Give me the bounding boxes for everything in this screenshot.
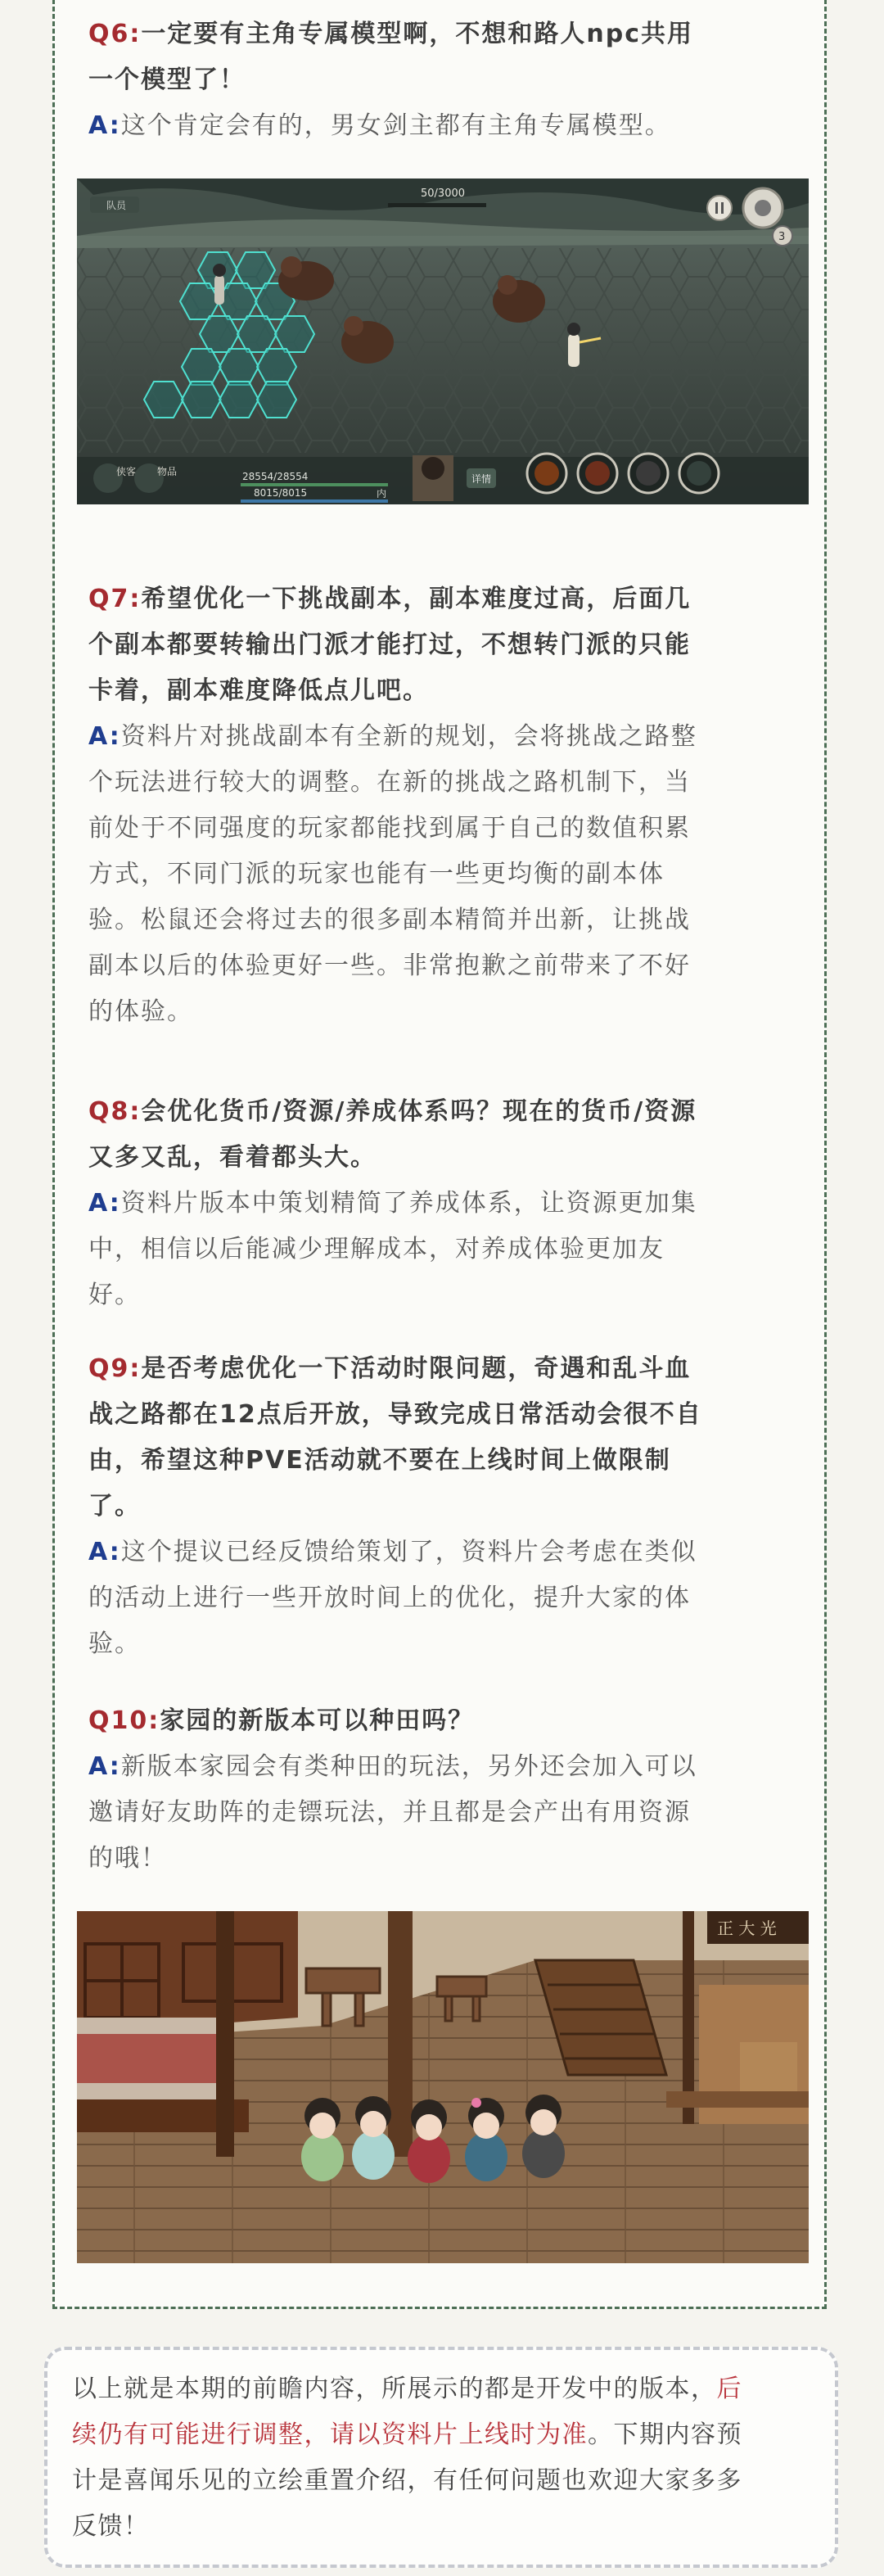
answer-text: 资料片版本中策划精简了养成体系，让资源更加集 (120, 1189, 697, 1218)
plaque-text: 正 大 光 (717, 1918, 777, 1938)
question-label: Q10: (88, 1706, 160, 1735)
qa-block-q8 (88, 1089, 788, 1318)
note-highlight: 续仍有可能进行调整，请以资料片上线时为准 (72, 2420, 588, 2449)
top-hp-text: 50/3000 (421, 188, 466, 200)
battle-screenshot (77, 179, 809, 504)
answer-label: A: (88, 1752, 121, 1781)
question-text: 一定要有主角专属模型啊，不想和路人npc共用 (141, 20, 693, 48)
question-label: Q8: (88, 1097, 142, 1126)
note-text: 反馈！ (72, 2512, 150, 2541)
qa-block-q10 (88, 1698, 788, 1882)
team-label: 队员 (106, 200, 127, 211)
turn-badge-number: 3 (778, 231, 786, 243)
answer-text: 方式，不同门派的玩家也能有一些更均衡的副本体 (88, 860, 665, 888)
question-text: 卡着，副本难度降低点儿吧。 (88, 676, 429, 705)
question-text: 又多又乱，看着都头大。 (88, 1143, 377, 1172)
answer (88, 1744, 788, 1882)
note-text: 计是喜闻乐见的立绘重置介绍，有任何问题也欢迎大家多多 (72, 2466, 742, 2495)
answer-text: 中，相信以后能减少理解成本，对养成体验更加友 (88, 1235, 665, 1263)
question-text: 家园的新版本可以种田吗？ (160, 1706, 475, 1735)
question-label: Q7: (88, 585, 142, 613)
qa-block-q6 (88, 11, 788, 149)
items-button-label: 物品 (157, 466, 178, 477)
answer-label: A: (88, 111, 121, 140)
answer-text: 的哦！ (88, 1844, 167, 1873)
answer-label: A: (88, 1538, 121, 1566)
question-text: 会优化货币/资源/养成体系吗？现在的货币/资源 (141, 1097, 697, 1126)
answer (88, 1181, 788, 1318)
question-label: Q9: (88, 1354, 142, 1383)
answer-label: A: (88, 1189, 121, 1218)
question-text: 个副本都要转输出门派才能打过，不想转门派的只能 (88, 630, 691, 659)
qa-block-q7 (88, 576, 788, 1035)
answer (88, 714, 788, 1035)
answer-text: 资料片对挑战副本有全新的规划，会将挑战之路整 (120, 722, 697, 751)
answer-text: 前处于不同强度的玩家都能找到属于自己的数值积累 (88, 814, 691, 843)
answer-text: 这个提议已经反馈给策划了，资料片会考虑在类似 (120, 1538, 697, 1566)
answer-text: 好。 (88, 1281, 141, 1309)
mp-tag: 内 (377, 488, 387, 499)
note-text: 。下期内容预 (588, 2420, 742, 2449)
note-highlight: 后 (716, 2375, 742, 2403)
answer-text: 邀请好友助阵的走镖玩法，并且都是会产出有用资源 (88, 1798, 691, 1827)
answer-text: 验。松鼠还会将过去的很多副本精简并出新，让挑战 (88, 906, 691, 934)
answer (88, 1530, 788, 1667)
question-text: 战之路都在12点后开放，导致完成日常活动会很不自 (88, 1400, 702, 1429)
answer-text: 副本以后的体验更好一些。非常抱歉之前带来了不好 (88, 951, 691, 980)
detail-button-label: 详情 (471, 473, 492, 485)
answer-label: A: (88, 722, 121, 751)
answer-text: 这个肯定会有的，男女剑主都有主角专属模型。 (120, 111, 671, 140)
hero-button-label: 侠客 (116, 466, 137, 477)
question (88, 1346, 788, 1530)
answer-text: 的体验。 (88, 997, 193, 1026)
question-text: 一个模型了！ (88, 66, 246, 94)
answer-text: 验。 (88, 1629, 141, 1658)
question-text: 由，希望这种PVE活动就不要在上线时间上做限制 (88, 1446, 671, 1475)
answer-text: 个玩法进行较大的调整。在新的挑战之路机制下，当 (88, 768, 691, 797)
note-text: 以上就是本期的前瞻内容，所展示的都是开发中的版本， (72, 2375, 717, 2403)
closing-note (44, 2347, 838, 2568)
answer-text: 新版本家园会有类种田的玩法，另外还会加入可以 (120, 1752, 697, 1781)
answer-text: 的活动上进行一些开放时间上的优化，提升大家的体 (88, 1584, 691, 1612)
question (88, 576, 788, 714)
question-text: 希望优化一下挑战副本，副本难度过高，后面几 (141, 585, 692, 613)
home-screenshot (77, 1911, 809, 2263)
question (88, 1698, 788, 1744)
question-text: 了。 (88, 1492, 141, 1521)
question-text: 是否考虑优化一下活动时限问题，奇遇和乱斗血 (141, 1354, 692, 1383)
mp-text: 8015/8015 (254, 487, 308, 499)
hp-text: 28554/28554 (242, 471, 309, 482)
qa-block-q9 (88, 1346, 788, 1667)
pause-icon[interactable] (707, 196, 732, 220)
answer (88, 103, 788, 149)
question (88, 1089, 788, 1181)
question-label: Q6: (88, 20, 142, 48)
question (88, 11, 788, 103)
